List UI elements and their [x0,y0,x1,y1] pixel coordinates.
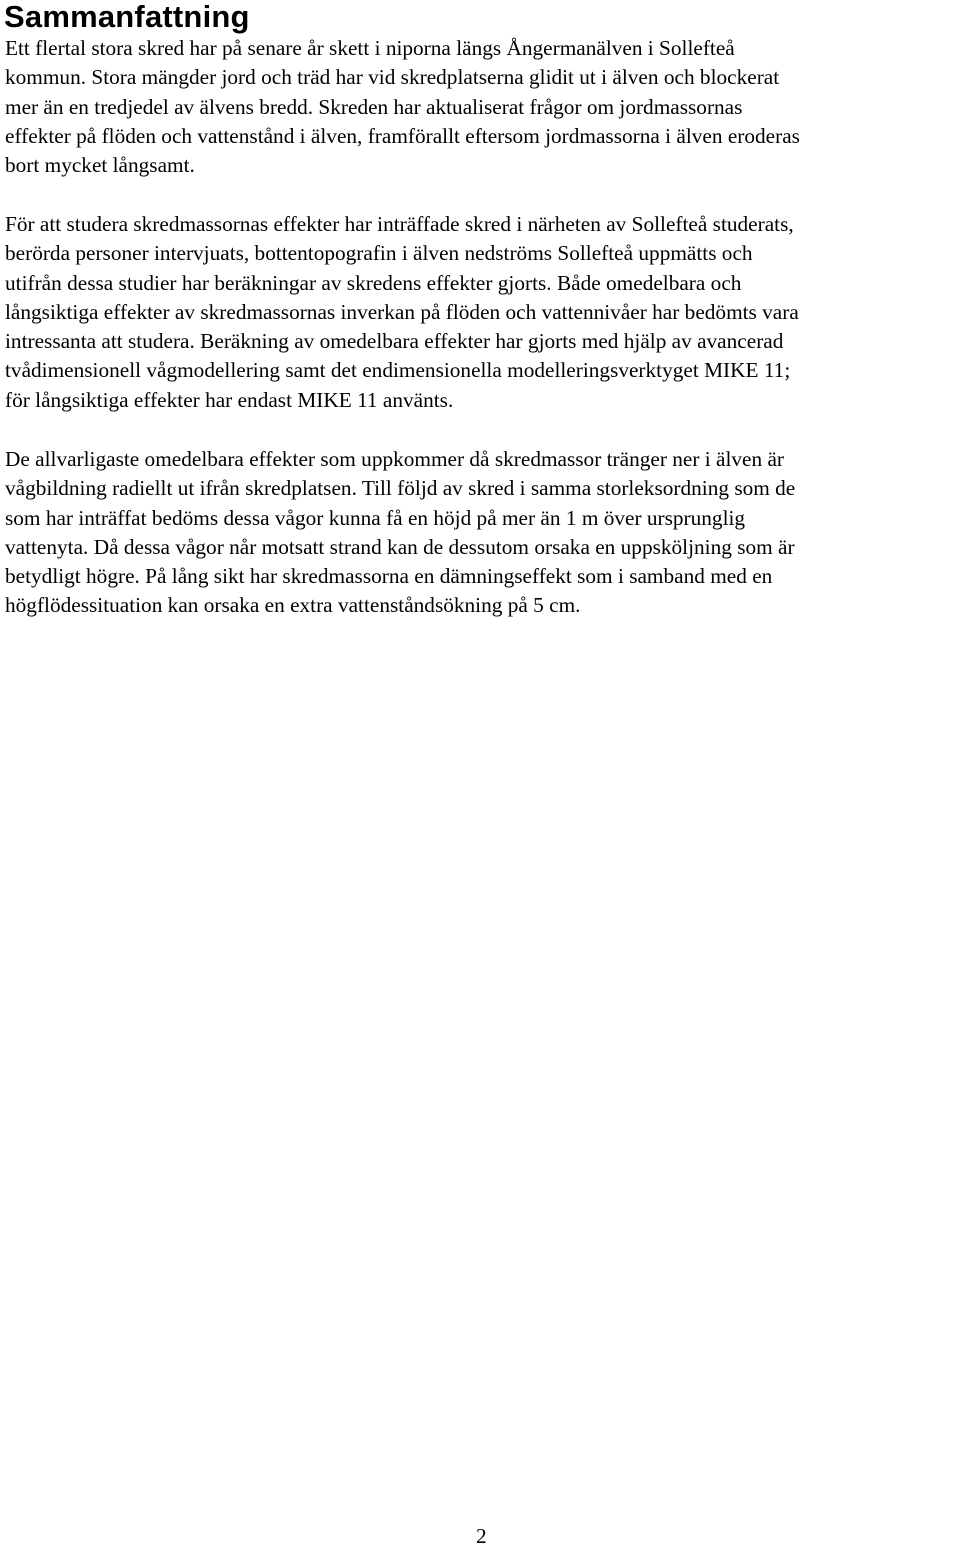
page-number: 2 [476,1524,487,1548]
section-heading: Sammanfattning [4,0,250,34]
summary-paragraph-3: De allvarligaste omedelbara effekter som uppkommer då skredmassor tränger ner i älven är vågbildning radiellt ut ifrån skredplatsen. Till följd av skred i samma storleksordning som de som har inträffat bedöms dessa vågor kunna få en höjd på mer än 1 m över ursprunglig vattenyta. Då dessa vågor når motsatt strand kan de dessutom orsaka en uppsköljning som är betydligt högre. På lång sikt har skredmassorna en dämningseffekt som i samband med en högflödessituation kan orsaka en extra vattenståndsökning på 5 cm. [5,447,796,618]
summary-paragraph-2: För att studera skredmassornas effekter har inträffade skred i närheten av Sollefteå studerats, berörda personer intervjuats, bottentopografin i älven nedströms Sollefteå uppmätts och utifrån dessa studier har beräkningar av skredens effekter gjorts. Både omedelbara och långsiktiga effekter av skredmassornas inverkan på flöden och vattennivåer har bedömts vara intressanta att studera. Beräkning av omedelbara effekter har gjorts med hjälp av avancerad tvådimensionell vågmodellering samt det endimensionella modelleringsverktyget MIKE 11; för långsiktiga effekter har endast MIKE 11 använts. [5,212,799,412]
summary-paragraph-1: Ett flertal stora skred har på senare år skett i niporna längs Ångermanälven i Sollefteå kommun. Stora mängder jord och träd har vid skredplatserna glidit ut i älven och blockerat mer än en tredjedel av älvens bredd. Skreden har aktualiserat frågor om jordmassornas effekter på flöden och vattenstånd i älven, framförallt eftersom jordmassorna i älven eroderas bort mycket långsamt. [5,36,800,178]
